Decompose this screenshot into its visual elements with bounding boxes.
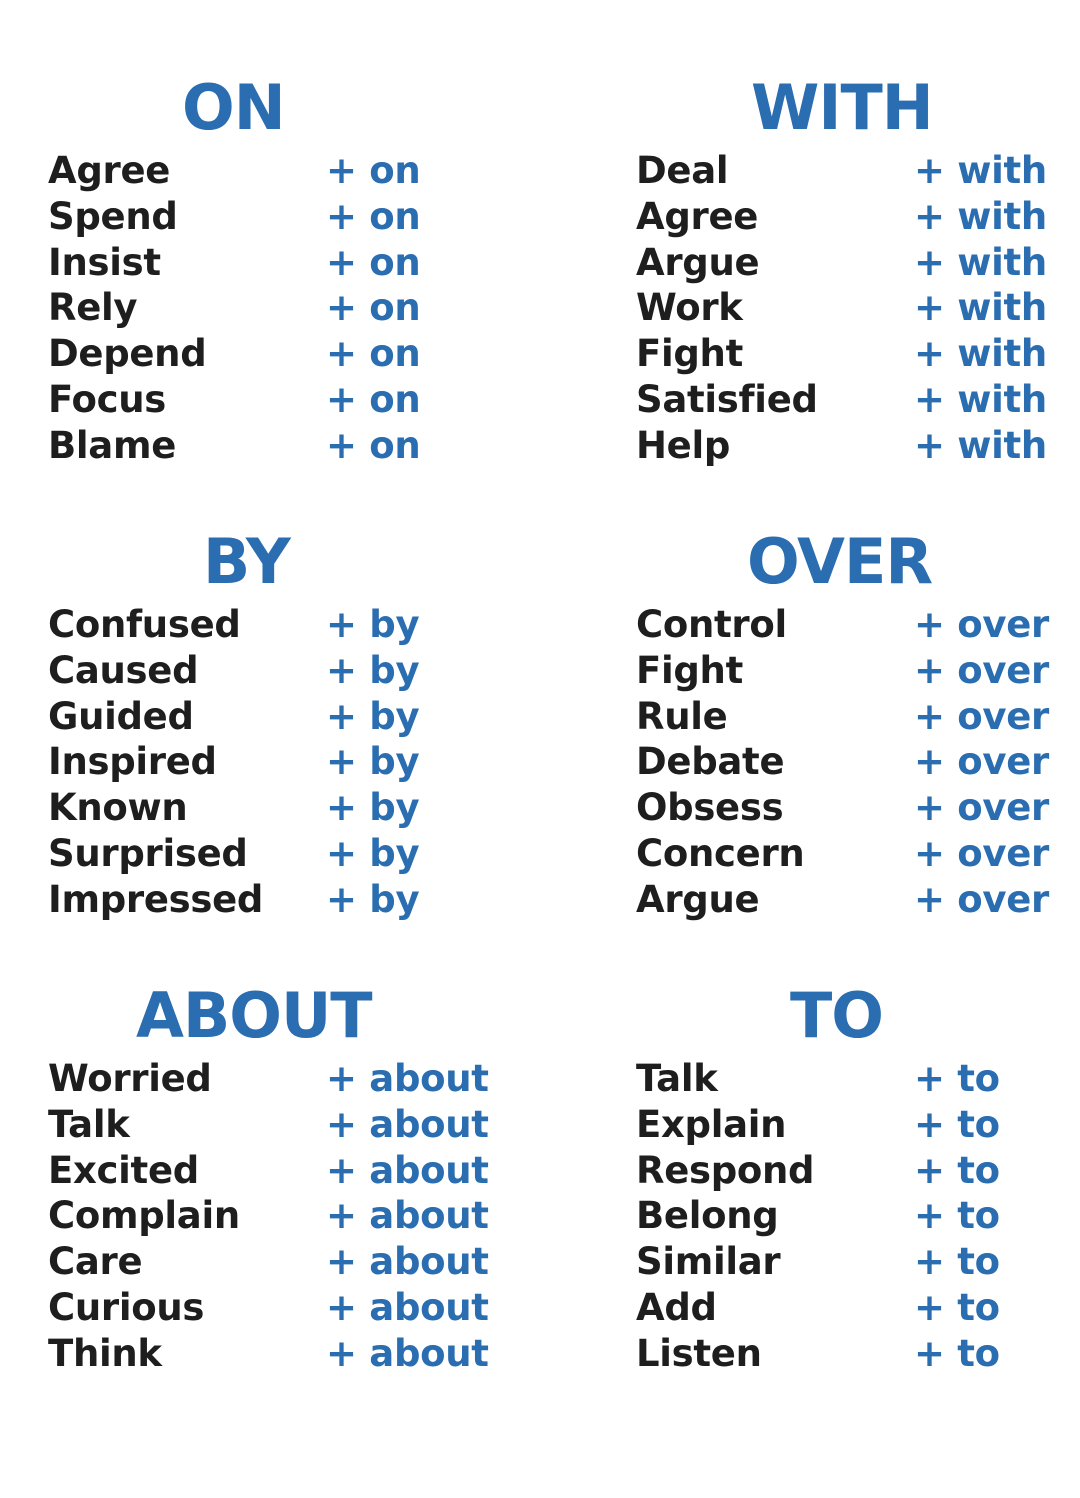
list-item bbox=[540, 648, 1080, 694]
preposition: + to bbox=[914, 1102, 1000, 1146]
list-item bbox=[540, 377, 1080, 423]
verb-word: Belong bbox=[636, 1194, 779, 1238]
verb-word: Talk bbox=[48, 1102, 130, 1146]
preposition: + over bbox=[914, 603, 1049, 646]
section-by bbox=[0, 526, 540, 946]
preposition: + to bbox=[914, 1194, 1000, 1238]
preposition: + with bbox=[914, 423, 1047, 467]
verb-word: Similar bbox=[636, 1240, 781, 1284]
verb-word: Guided bbox=[48, 694, 194, 738]
list-item bbox=[0, 423, 540, 469]
list-item bbox=[540, 785, 1080, 831]
preposition: + about bbox=[326, 1148, 489, 1192]
list-item bbox=[0, 240, 540, 286]
list-item bbox=[540, 331, 1080, 377]
verb-word: Rely bbox=[48, 286, 138, 330]
list-item bbox=[0, 377, 540, 423]
verb-word: Rule bbox=[636, 694, 728, 738]
verb-word: Explain bbox=[636, 1102, 787, 1146]
section-heading: ABOUT bbox=[136, 979, 372, 1052]
list-item bbox=[0, 602, 540, 648]
list-item bbox=[540, 694, 1080, 740]
verb-word: Known bbox=[48, 786, 188, 830]
verb-word: Fight bbox=[636, 332, 743, 376]
verb-word: Think bbox=[48, 1331, 162, 1375]
list-item bbox=[540, 1285, 1080, 1331]
section-over bbox=[540, 526, 1080, 946]
verb-word: Agree bbox=[636, 194, 759, 238]
list-item bbox=[0, 877, 540, 923]
verb-word: Caused bbox=[48, 648, 199, 692]
list-item bbox=[540, 194, 1080, 240]
section-heading: BY bbox=[203, 525, 290, 598]
verb-word: Agree bbox=[48, 149, 171, 192]
preposition: + about bbox=[326, 1240, 489, 1284]
list-item bbox=[540, 739, 1080, 785]
verb-word: Argue bbox=[636, 240, 760, 284]
verb-word: Surprised bbox=[48, 831, 248, 875]
list-item bbox=[0, 331, 540, 377]
preposition: + on bbox=[326, 377, 421, 421]
section-on bbox=[0, 72, 540, 492]
verb-word: Concern bbox=[636, 831, 805, 875]
list-item bbox=[0, 194, 540, 240]
list-item bbox=[540, 831, 1080, 877]
preposition: + with bbox=[914, 240, 1047, 284]
list-item bbox=[0, 648, 540, 694]
list-item bbox=[0, 1148, 540, 1194]
preposition: + on bbox=[326, 332, 421, 376]
verb-word: Care bbox=[48, 1240, 143, 1284]
preposition: + to bbox=[914, 1240, 1000, 1284]
preposition: + over bbox=[914, 877, 1049, 921]
list-item bbox=[0, 285, 540, 331]
verb-word: Curious bbox=[48, 1285, 205, 1329]
preposition: + with bbox=[914, 149, 1047, 192]
preposition: + on bbox=[326, 149, 421, 192]
verb-word: Focus bbox=[48, 377, 166, 421]
preposition: + with bbox=[914, 332, 1047, 376]
section-heading: ON bbox=[182, 71, 285, 144]
verb-word: Complain bbox=[48, 1194, 240, 1238]
preposition: + to bbox=[914, 1331, 1000, 1375]
preposition: + to bbox=[914, 1148, 1000, 1192]
verb-word: Depend bbox=[48, 332, 207, 376]
verb-word: Excited bbox=[48, 1148, 199, 1192]
verb-word: Work bbox=[636, 286, 743, 330]
verb-word: Deal bbox=[636, 149, 729, 192]
list-item bbox=[540, 1056, 1080, 1102]
section-heading: OVER bbox=[747, 525, 933, 598]
verb-word: Control bbox=[636, 603, 787, 646]
preposition: + by bbox=[326, 877, 420, 921]
preposition: + about bbox=[326, 1194, 489, 1238]
verb-word: Spend bbox=[48, 194, 178, 238]
preposition: + by bbox=[326, 831, 420, 875]
list-item bbox=[540, 877, 1080, 923]
preposition: + over bbox=[914, 831, 1049, 875]
list-item bbox=[0, 831, 540, 877]
list-item bbox=[0, 1239, 540, 1285]
word-list bbox=[540, 1056, 1080, 1377]
section-heading: WITH bbox=[751, 71, 933, 144]
verb-word: Argue bbox=[636, 877, 760, 921]
preposition: + on bbox=[326, 286, 421, 330]
verb-word: Blame bbox=[48, 423, 177, 467]
preposition: + about bbox=[326, 1285, 489, 1329]
verb-word: Satisfied bbox=[636, 377, 818, 421]
list-item bbox=[0, 1193, 540, 1239]
preposition: + with bbox=[914, 194, 1047, 238]
list-item bbox=[0, 1331, 540, 1377]
preposition: + about bbox=[326, 1057, 489, 1100]
preposition: + by bbox=[326, 648, 420, 692]
preposition: + about bbox=[326, 1102, 489, 1146]
verb-word: Inspired bbox=[48, 740, 217, 784]
list-item bbox=[0, 1285, 540, 1331]
list-item bbox=[540, 1148, 1080, 1194]
list-item bbox=[0, 148, 540, 194]
preposition: + on bbox=[326, 423, 421, 467]
list-item bbox=[0, 1102, 540, 1148]
list-item bbox=[540, 1239, 1080, 1285]
section-heading: TO bbox=[790, 979, 883, 1052]
list-item bbox=[0, 1056, 540, 1102]
word-list bbox=[540, 148, 1080, 469]
list-item bbox=[0, 739, 540, 785]
preposition: + with bbox=[914, 377, 1047, 421]
preposition: + by bbox=[326, 694, 420, 738]
section-about bbox=[0, 980, 540, 1400]
list-item bbox=[540, 148, 1080, 194]
verb-word: Help bbox=[636, 423, 731, 467]
preposition: + about bbox=[326, 1331, 489, 1375]
verb-word: Fight bbox=[636, 648, 743, 692]
word-list bbox=[0, 1056, 540, 1377]
preposition: + on bbox=[326, 240, 421, 284]
word-list bbox=[0, 602, 540, 923]
section-with bbox=[540, 72, 1080, 492]
list-item bbox=[540, 1193, 1080, 1239]
preposition: + to bbox=[914, 1285, 1000, 1329]
verb-word: Impressed bbox=[48, 877, 264, 921]
verb-word: Obsess bbox=[636, 786, 784, 830]
preposition: + over bbox=[914, 786, 1049, 830]
list-item bbox=[540, 285, 1080, 331]
verb-word: Worried bbox=[48, 1057, 212, 1100]
list-item bbox=[0, 785, 540, 831]
verb-word: Debate bbox=[636, 740, 785, 784]
list-item bbox=[540, 240, 1080, 286]
word-list bbox=[0, 148, 540, 469]
preposition: + on bbox=[326, 194, 421, 238]
preposition: + by bbox=[326, 740, 420, 784]
word-list bbox=[540, 602, 1080, 923]
preposition: + over bbox=[914, 740, 1049, 784]
list-item bbox=[0, 694, 540, 740]
list-item bbox=[540, 602, 1080, 648]
list-item bbox=[540, 423, 1080, 469]
preposition: + over bbox=[914, 648, 1049, 692]
section-to bbox=[540, 980, 1080, 1400]
list-item bbox=[540, 1331, 1080, 1377]
preposition: + over bbox=[914, 694, 1049, 738]
list-item bbox=[540, 1102, 1080, 1148]
preposition: + with bbox=[914, 286, 1047, 330]
preposition: + to bbox=[914, 1057, 1000, 1100]
verb-word: Listen bbox=[636, 1331, 762, 1375]
verb-word: Add bbox=[636, 1285, 717, 1329]
verb-word: Respond bbox=[636, 1148, 815, 1192]
verb-word: Confused bbox=[48, 603, 241, 646]
verb-word: Talk bbox=[636, 1057, 718, 1100]
preposition: + by bbox=[326, 786, 420, 830]
preposition: + by bbox=[326, 603, 420, 646]
verb-word: Insist bbox=[48, 240, 161, 284]
